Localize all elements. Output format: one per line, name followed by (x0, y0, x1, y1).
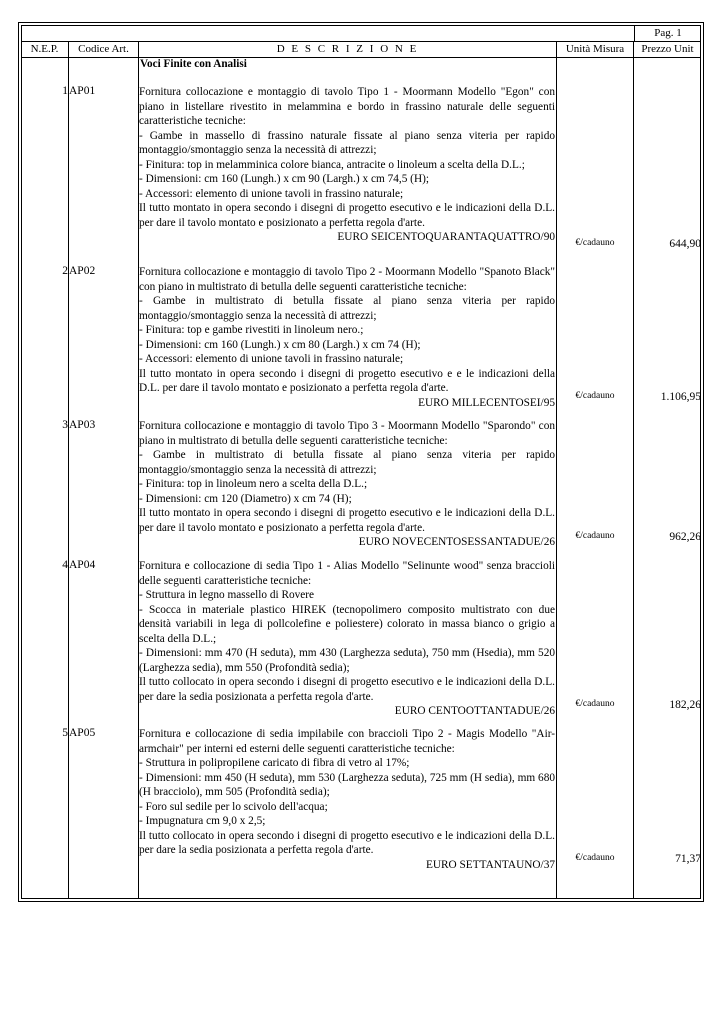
description-line: - Struttura in polipropilene caricato di fibra di vetro al 17%; (139, 757, 410, 769)
header-bottom-line (21, 57, 701, 58)
item-euro-words: EURO CENTOOTTANTADUE/26 (394, 705, 555, 717)
description-line: - Impugnatura cm 9,0 x 2,5; (139, 815, 266, 827)
header-price: Prezzo Unit (641, 43, 694, 55)
header-description: D E S C R I Z I O N E (276, 43, 419, 55)
item-code: AP02 (69, 265, 96, 277)
section-title: Voci Finite con Analisi (140, 58, 247, 70)
description-line: - Finitura: top in melamminica colore bianca, antracite o linoleum a scelta della D.L.; (139, 158, 525, 171)
item-code: AP03 (69, 419, 96, 431)
item-euro-words: EURO SETTANTAUNO/37 (425, 858, 555, 871)
description-line: Fornitura collocazione e montaggio di tavolo Tipo 3 - Moormann Modello "Sparondo" con piano in multistrato di betulla delle seguenti caratteristiche tecniche: (139, 420, 555, 447)
description-line: Il tutto collocato in opera secondo i disegni di progetto esecutivo e le indicazioni della D.L. per dare la sedia posizionata a perfetta regola d'arte. (139, 829, 555, 856)
item-nep: 5 (62, 727, 68, 739)
item-description (139, 85, 555, 245)
item-code: AP01 (69, 85, 96, 97)
col-divider-3 (556, 41, 557, 899)
description-line: Il tutto montato in opera secondo i disegni di progetto esecutivo e e le indicazioni della D.L. per dare il tavolo montato e posizionato a perfetta regola d'arte. (139, 367, 555, 394)
description-line: - Dimensioni: cm 160 (Lungh.) x cm 90 (Largh.) x cm 74,5 (H); (139, 173, 430, 185)
description-line: Il tutto collocato in opera secondo i disegni di progetto esecutivo e le indicazioni della D.L. per dare la sedia posizionata a perfetta regola d'arte. (139, 676, 555, 703)
description-line: - Struttura in legno massello di Rovere (139, 589, 315, 601)
col-divider-4 (633, 41, 634, 899)
description-line: - Accessori: elemento di unione tavoli in frassino naturale; (139, 353, 404, 365)
header-nep: N.E.P. (30, 43, 59, 55)
col-divider-1 (68, 41, 69, 899)
item-description (139, 265, 555, 410)
item-unit: €/cadauno (575, 391, 615, 401)
item-unit: €/cadauno (575, 531, 615, 541)
description-line: - Finitura: top in linoleum nero a scelta della D.L.; (139, 478, 368, 490)
item-nep: 1 (62, 85, 68, 97)
description-line: - Dimensioni: cm 120 (Diametro) x cm 74 (H); (139, 492, 352, 505)
description-line: - Gambe in multistrato di betulla fissate al piano senza viteria per rapido montaggio/smontaggio senza la necessità di attrezzi; (139, 449, 555, 476)
description-line: Il tutto montato in opera secondo i disegni di progetto esecutivo e le indicazioni della D.L. per dare il tavolo montato e posizionato a perfetta regola d'arte. (139, 507, 555, 534)
description-line: Fornitura e collocazione di sedia impilabile con braccioli Tipo 2 - Magis Modello "Air-armchair" per interni ed esterni delle seguenti caratteristiche tecniche: (139, 728, 555, 755)
description-line: - Dimensioni: mm 470 (H seduta), mm 430 (Larghezza seduta), 750 mm (Hsedia), mm 520 (Larghezza sedia), mm 550 (Profondità sedia); (139, 647, 555, 674)
item-nep: 3 (62, 419, 68, 431)
description-line: - Gambe in massello di frassino naturale fissate al piano senza viteria per rapido montaggio/smontaggio senza la necessità di attrezzi; (139, 129, 555, 156)
item-euro-words: EURO NOVECENTOSESSANTADUE/26 (358, 536, 555, 548)
description-line: - Dimensioni: cm 160 (Lungh.) x cm 80 (Largh.) x cm 74 (H); (139, 338, 421, 351)
item-description (139, 419, 555, 550)
description-line: Fornitura collocazione e montaggio di tavolo Tipo 2 - Moormann Modello "Spanoto Black" con piano in multistrato di betulla delle seguenti caratteristiche tecniche: (139, 266, 555, 293)
item-price: 71,37 (675, 853, 701, 865)
description-line: - Accessori: elemento di unione tavoli in frassino naturale; (139, 187, 404, 200)
item-euro-words: EURO SEICENTOQUARANTAQUATTRO/90 (337, 231, 555, 243)
item-euro-words: EURO MILLECENTOSEI/95 (418, 396, 555, 409)
item-nep: 2 (62, 265, 68, 277)
description-line: Fornitura collocazione e montaggio di tavolo Tipo 1 - Moormann Modello "Egon" con piano in listellare rivestito in melammina e bordo in frassino naturale delle seguenti caratteristiche tecniche: (139, 86, 555, 127)
description-line: - Dimensioni: mm 450 (H seduta), mm 530 (Larghezza seduta), 725 mm (H sedia), mm 680 (H bracciolo), mm 505 (Profondità sedia); (139, 771, 555, 798)
header-unit: Unità Misura (565, 43, 625, 55)
item-description (139, 559, 555, 719)
item-price: 182,26 (669, 699, 701, 711)
item-price: 962,26 (669, 531, 701, 543)
header-code: Codice Art. (78, 43, 129, 55)
item-description (139, 727, 555, 872)
item-nep: 4 (62, 559, 68, 571)
description-line: - Finitura: top e gambe rivestiti in linoleum nero.; (139, 324, 364, 336)
item-unit: €/cadauno (575, 699, 615, 709)
description-line: - Foro sul sedile per lo scivolo dell'acqua; (139, 800, 328, 813)
description-line: - Scocca in materiale plastico HIREK (tecnopolimero composito multistrato con due densità variabili in lega di pollcolefine e poliestere) colorato in massa bianco o grigio a scelta della D.L.; (139, 603, 555, 645)
item-code: AP05 (69, 727, 96, 739)
description-line: Fornitura e collocazione di sedia Tipo 1 - Alias Modello "Selinunte wood" senza braccioli delle seguenti caratteristiche tecniche: (139, 560, 555, 587)
item-code: AP04 (69, 559, 96, 571)
item-unit: €/cadauno (575, 853, 615, 863)
description-line: - Gambe in multistrato di betulla fissate al piano senza viteria per rapido montaggio/smontaggio senza la necessità di attrezzi; (139, 295, 555, 322)
item-price: 644,90 (669, 238, 701, 250)
item-price: 1.106,95 (660, 391, 701, 403)
page-number: Pag. 1 (634, 25, 701, 41)
item-unit: €/cadauno (575, 238, 615, 248)
description-line: Il tutto montato in opera secondo i disegni di progetto esecutivo e le indicazioni della D.L. per dare il tavolo montato e posizionato a perfetta regola d'arte. (139, 202, 555, 229)
